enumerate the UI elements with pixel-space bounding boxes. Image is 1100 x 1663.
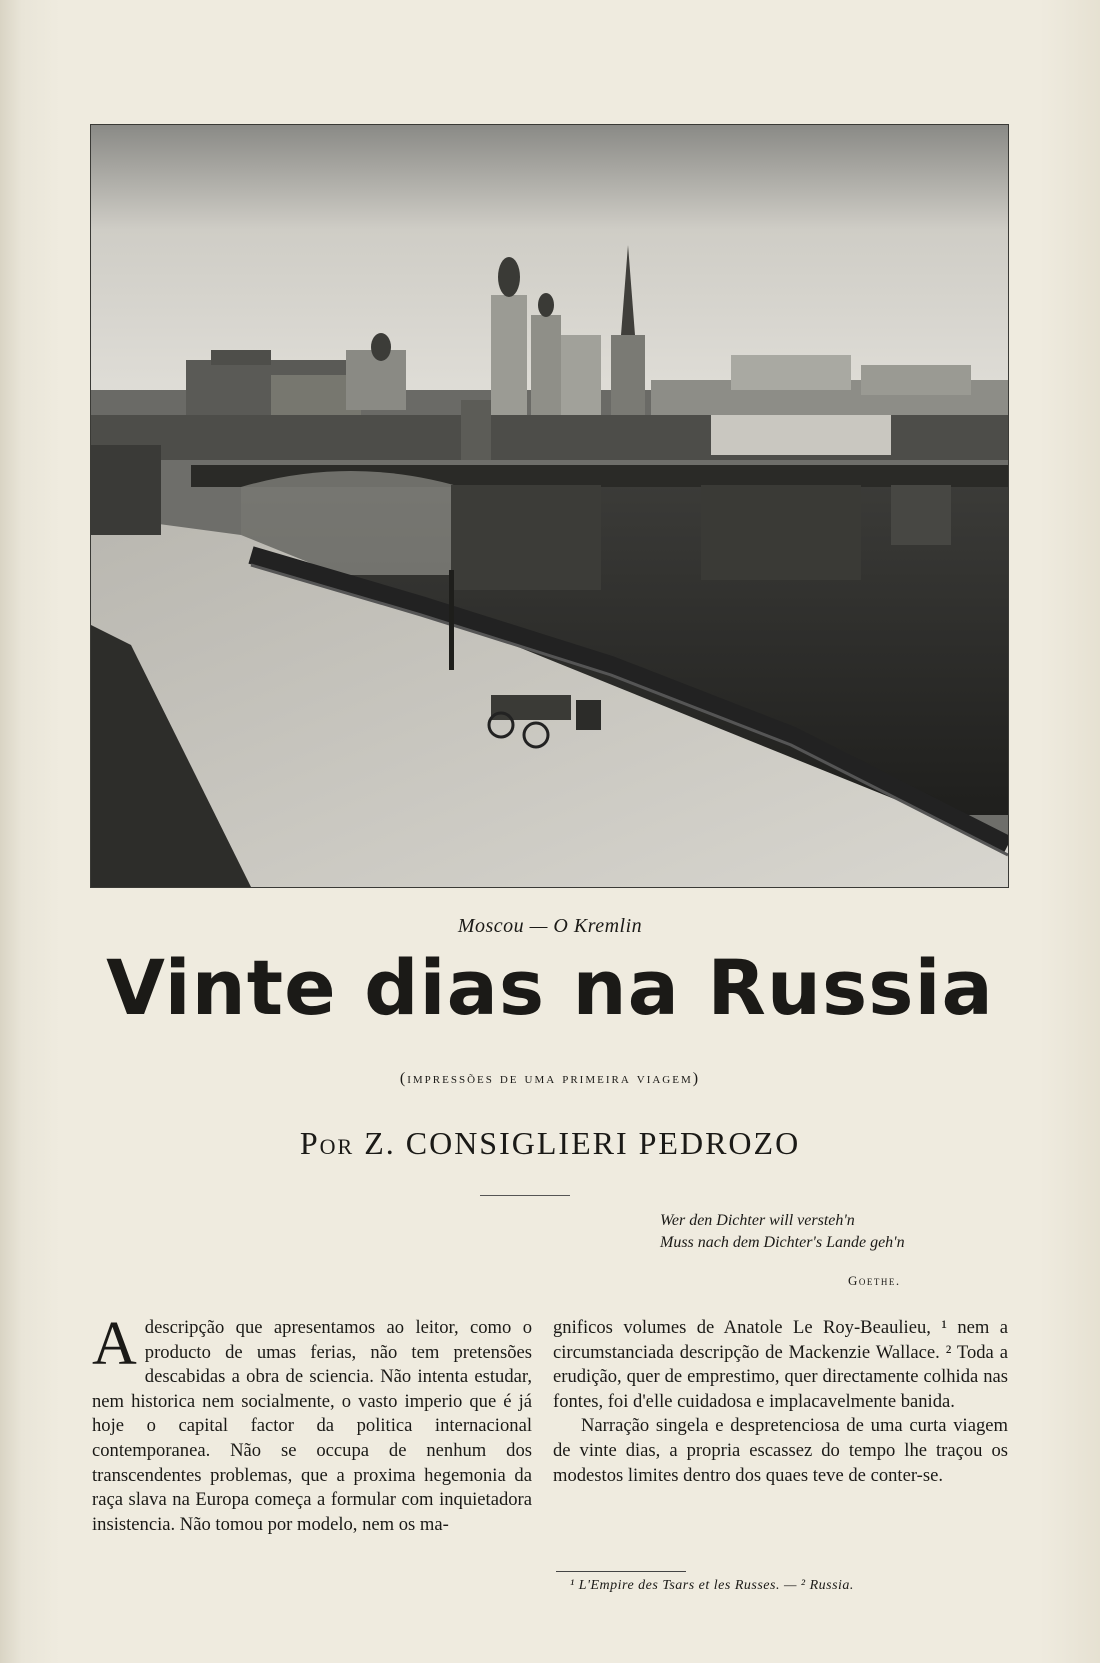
right-paragraph-2: Narração singela e despretenciosa de uma curta viagem de vinte dias, a propria escassez do tempo lhe traçou os modestos limites dentro dos quaes teve de conter-se. xyxy=(553,1415,1008,1486)
divider xyxy=(480,1195,570,1196)
body-column-left xyxy=(92,1310,532,1537)
kremlin-photo-icon xyxy=(91,125,1008,887)
footnote-divider xyxy=(556,1571,686,1572)
epigraph-line-1: Wer den Dichter will versteh'n xyxy=(660,1212,855,1229)
drop-cap: A xyxy=(92,1310,137,1378)
author-prefix: Por xyxy=(299,1125,355,1161)
photo-caption: Moscou — O Kremlin xyxy=(457,915,643,937)
left-column-text: descripção que apresentamos ao leitor, como o producto de umas ferias, não tem pretensões descabidas a obra de sciencia. Não intenta estudar, nem historica nem socialmente, o vasto imperio que é já hoje o capital factor da politica internacional contemporanea. Não se occupa de nenhum dos transcendentes problemas, que a proxima hegemonia da raça slava na Europa começa a formular com inquietadora insistencia. Não tomou por modelo, nem os ma- xyxy=(92,1317,532,1535)
author-name: Z. CONSIGLIERI PEDROZO xyxy=(364,1125,801,1161)
epigraph-attribution: Goethe. xyxy=(848,1273,901,1288)
right-paragraph-1: gnificos volumes de Anatole Le Roy-Beaulieu, ¹ nem a circumstanciada descripção de Mackenzie Wallace. ² Toda a erudição, quer de emprestimo, quer directamente colhida nas fontes, foi d'elle cuidadosa e implacavelmente banida. xyxy=(553,1317,1008,1412)
body-column-right xyxy=(553,1316,1008,1488)
article-subtitle: (impressões de uma primeira viagem) xyxy=(399,1070,701,1087)
footnote: ¹ L'Empire des Tsars et les Russes. — ² Russia. xyxy=(570,1578,854,1593)
epigraph-line-2: Muss nach dem Dichter's Lande geh'n xyxy=(660,1234,905,1251)
epigraph xyxy=(660,1210,1000,1254)
kremlin-photo xyxy=(90,124,1009,888)
author-line xyxy=(0,1125,1100,1162)
article-title: Vinte dias na Russia xyxy=(106,943,994,1032)
